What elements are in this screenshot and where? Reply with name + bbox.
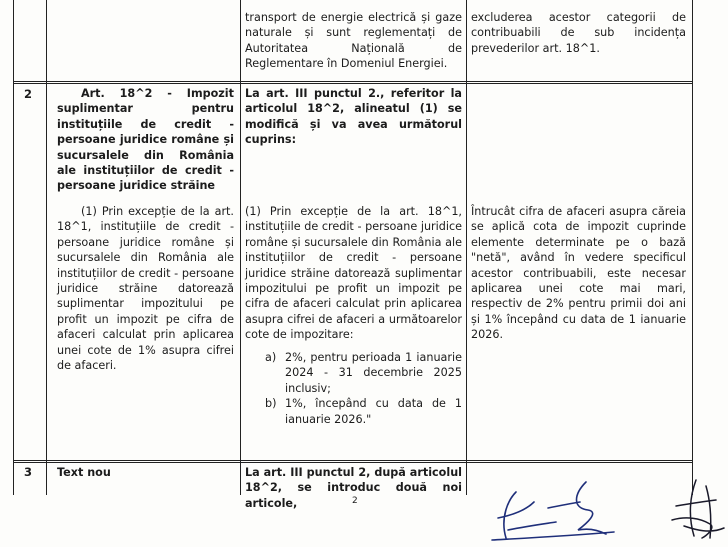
row-top-col-b: transport de energie electrică și gaze naturale și sunt reglementați de Autoritatea Națională de Reglementare în Domeniul Energiei. [245, 11, 462, 71]
row-separator-1 [13, 81, 693, 82]
row-separator-1b [13, 83, 693, 84]
table-divider-b [466, 0, 467, 495]
row-separator-2 [13, 460, 693, 461]
rate-item-b [265, 396, 462, 427]
rate-item-b-marker: b) [265, 397, 277, 411]
row-top-col-c: excluderea acestor categorii de contribuabili de sub incidența prevederilor art. 18^1. [471, 11, 686, 55]
rate-item-b-text: 1%, începând cu data de 1 ianuarie 2026." [285, 397, 462, 426]
row-3-heading-a: Text nou [57, 466, 111, 479]
page-number: 2 [352, 496, 358, 506]
signature-2 [666, 476, 728, 547]
rate-item-a-marker: a) [265, 351, 277, 364]
rate-item-a [265, 350, 462, 396]
row-2-text-a: (1) Prin excepție de la art. 18^1, instituțiile de credit - persoane juridice române și sucursalele din România ale instituțiilor de credit - persoane juridice străine datorează suplimentar impozitului pe profit un impozit pe cifra de afaceri calculat prin aplicarea unei cote de 1% asupra cifrei de afaceri. [57, 205, 234, 373]
row-2-number: 2 [24, 87, 33, 101]
table-divider-a [240, 0, 241, 495]
row-3-number: 3 [24, 465, 33, 479]
row-3-heading-b: La art. III punctul 2, după articolul 18^2, se introduc două noi articole, [245, 466, 462, 510]
rate-item-a-text: 2%, pentru perioada 1 ianuarie 2024 - 31 decembrie 2025 inclusiv; [285, 351, 462, 395]
row-2-heading-a: Art. 18^2 - Impozit suplimentar pentru instituțiile de credit - persoane juridice române și sucursalele din România ale instituțiilor de credit - persoane juridice străine [57, 87, 234, 193]
table-divider-num [46, 0, 47, 495]
table-border-right [692, 0, 693, 495]
row-separator-2b [13, 462, 693, 463]
table-border-left [13, 0, 14, 495]
row-2-rate-list [265, 350, 462, 427]
signature-1 [488, 478, 618, 547]
row-2-text-c: Întrucât cifra de afaceri asupra căreia se aplică cota de impozit cuprinde elemente determinate pe o bază "netă", având în vedere specificul acestor contribuabili, este necesar aplicarea unei cote mai mari, respectiv de 2% pentru primii doi ani și 1% începând cu data de 1 ianuarie 2026. [471, 205, 686, 342]
row-2-heading-b: La art. III punctul 2., referitor la articolul 18^2, alineatul (1) se modifică și va avea următorul cuprins: [245, 87, 462, 147]
row-2-text-b: (1) Prin excepție de la art. 18^1, instituțiile de credit - persoane juridice române și sucursalele din România ale instituțiilor de credit - persoane juridice străine datorează suplimentar impozitului pe profit un impozit pe cifra de afaceri calculat prin aplicarea asupra cifrei de afaceri a următoarelor cote de impozitare: [245, 205, 462, 342]
